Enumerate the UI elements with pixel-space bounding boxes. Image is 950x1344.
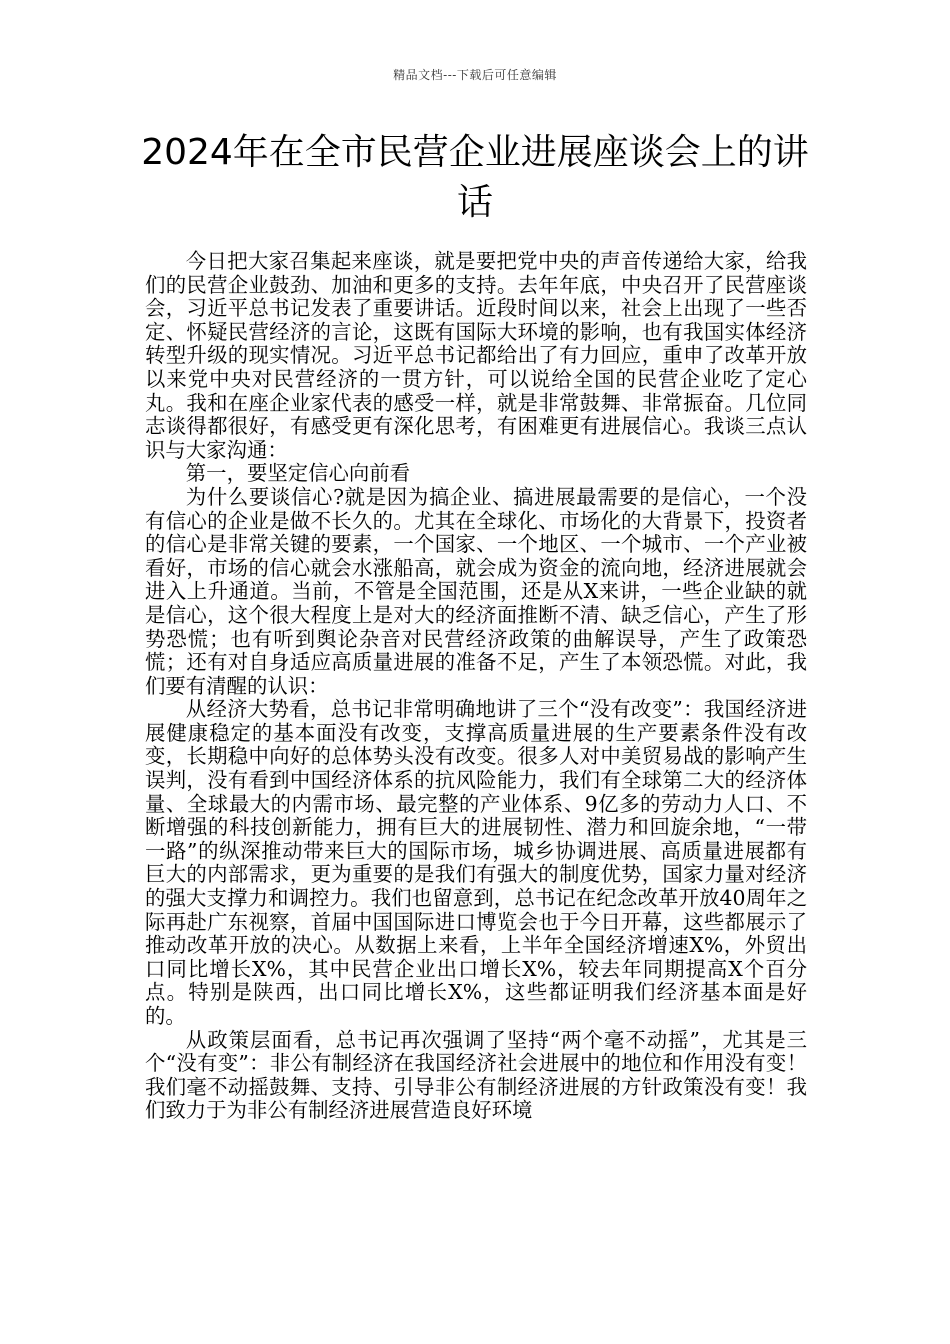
document-body — [145, 250, 807, 1123]
paragraph-confidence: 为什么要谈信心?就是因为搞企业、搞进展最需要的是信心，一个没有信心的企业是做不长久的。尤其在全球化、市场化的大背景下，投资者的信心是非常关键的要素，一个国家、一个地区、一个城市、一个产业被看好，市场的信心就会水涨船高，就会成为资金的流向地，经济进展就会进入上升通道。当前，不管是全国范围，还是从X来讲，一些企业缺的就是信心，这个很大程度上是对大的经济面推断不清、缺乏信心，产生了形势恐慌；也有听到舆论杂音对民营经济政策的曲解误导，产生了政策恐慌；还有对自身适应高质量进展的准备不足，产生了本领恐慌。对此，我们要有清醒的认识： — [145, 484, 807, 698]
paragraph-policy-level: 从政策层面看，总书记再次强调了坚持“两个毫不动摇”，尤其是三个“没有变”：非公有制经济在我国经济社会进展中的地位和作用没有变！我们毫不动摇鼓舞、支持、引导非公有制经济进展的方针政策没有变！我们致力于为非公有制经济进展营造良好环境 — [145, 1027, 807, 1123]
header-note: 精品文档---下载后可任意编辑 — [393, 68, 557, 82]
section-heading-first: 第一，要坚定信心向前看 — [185, 461, 411, 486]
paragraph-economic-trend: 从经济大势看，总书记非常明确地讲了三个“没有改变”：我国经济进展健康稳定的基本面没有改变，支撑高质量进展的生产要素条件没有改变，长期稳中向好的总体势头没有改变。很多人对中美贸易战的影响产生误判，没有看到中国经济体系的抗风险能力，我们有全球第二大的经济体量、全球最大的内需市场、最完整的产业体系、9亿多的劳动力人口、不断增强的科技创新能力，拥有巨大的进展韧性、潜力和回旋余地，“一带一路”的纵深推动带来巨大的国际市场，城乡协调进展、高质量进展都有巨大的内部需求，更为重要的是我们有强大的制度优势，国家力量对经济的强大支撑力和调控力。我们也留意到，总书记在纪念改革开放40周年之际再赴广东视察，首届中国国际进口博览会也于今日开幕，这些都展示了推动改革开放的决心。从数据上来看，上半年全国经济增速X%，外贸出口同比增长X%，其中民营企业出口增长X%，较去年同期提高X个百分点。特别是陕西，出口同比增长X%，这些都证明我们经济基本面是好的。 — [145, 697, 807, 1028]
paragraph-intro: 今日把大家召集起来座谈，就是要把党中央的声音传递给大家，给我们的民营企业鼓劲、加油和更多的支持。去年年底，中央召开了民营座谈会，习近平总书记发表了重要讲话。近段时间以来，社会上出现了一些否定、怀疑民营经济的言论，这既有国际大环境的影响，也有我国实体经济转型升级的现实情况。习近平总书记都给出了有力回应，重申了改革开放以来党中央对民营经济的一贯方针，可以说给全国的民营企业吃了定心丸。我和在座企业家代表的感受一样，就是非常鼓舞、非常振奋。几位同志谈得都很好，有感受更有深化思考，有困难更有进展信心。我谈三点认识与大家沟通： — [145, 249, 807, 462]
page-title: 2024年在全市民营企业进展座谈会上的讲话 — [141, 132, 809, 223]
